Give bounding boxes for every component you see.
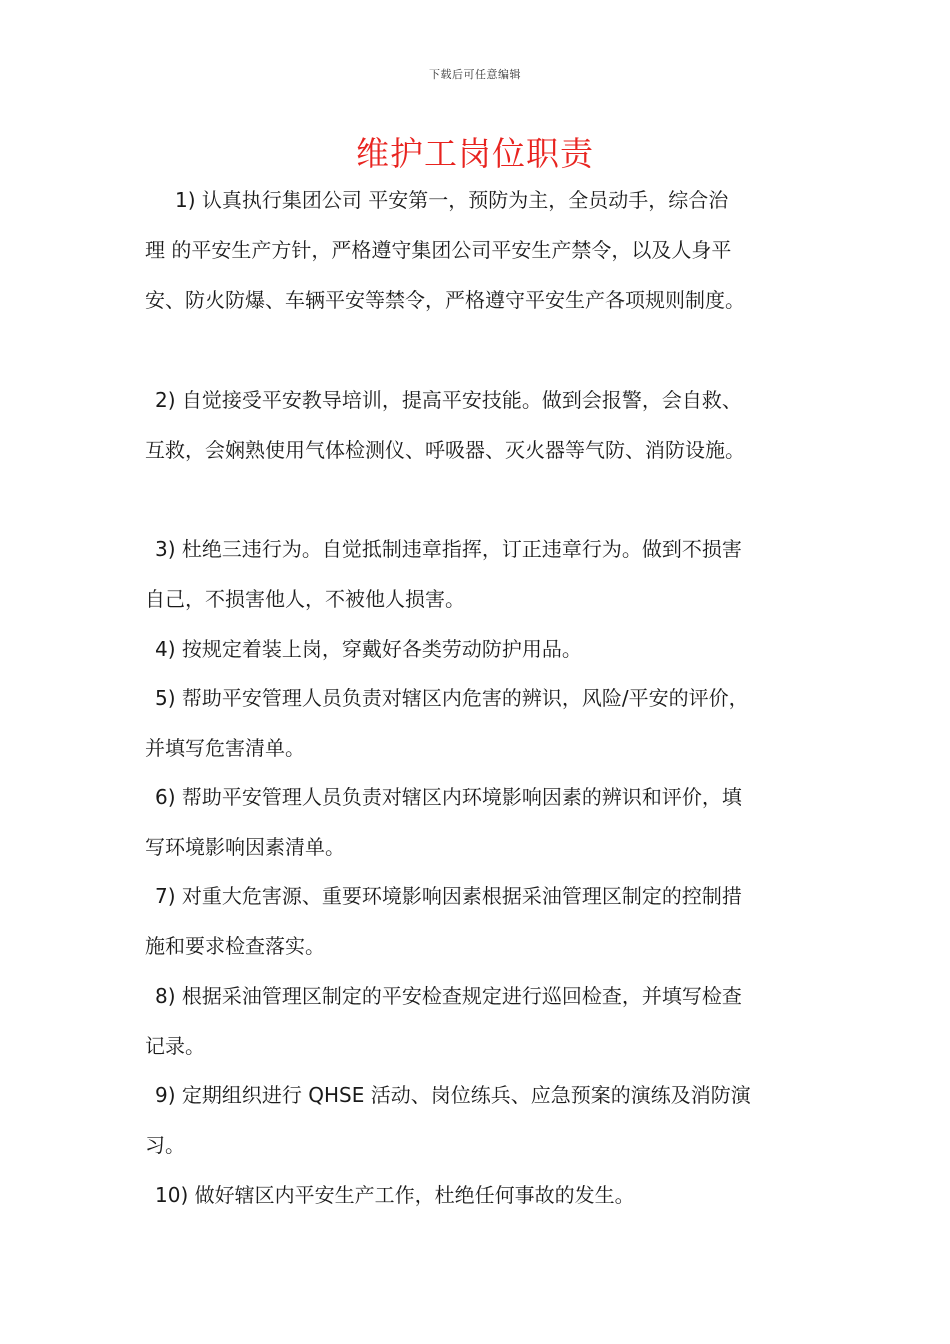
item-line: 施和要求检查落实。 — [145, 934, 325, 958]
item-line: 3) 杜绝三违行为。自觉抵制违章指挥，订正违章行为。做到不损害 — [155, 537, 742, 561]
list-item — [145, 375, 825, 475]
item-line: 10) 做好辖区内平安生产工作，杜绝任何事故的发生。 — [155, 1183, 635, 1207]
item-line: 8) 根据采油管理区制定的平安检查规定进行巡回检查，并填写检查 — [155, 984, 742, 1008]
list-item — [145, 175, 825, 325]
item-line: 2) 自觉接受平安教导培训，提高平安技能。做到会报警，会自救、 — [155, 388, 742, 412]
list-item — [145, 673, 825, 773]
item-line: 写环境影响因素清单。 — [145, 835, 345, 859]
item-line: 自己，不损害他人，不被他人损害。 — [145, 587, 465, 611]
item-line: 并填写危害清单。 — [145, 736, 305, 760]
list-item — [145, 1070, 825, 1170]
item-line: 习。 — [145, 1133, 185, 1157]
item-line: 6) 帮助平安管理人员负责对辖区内环境影响因素的辨识和评价，填 — [155, 785, 742, 809]
item-line: 互救，会娴熟使用气体检测仪、呼吸器、灭火器等气防、消防设施。 — [145, 438, 745, 462]
item-line: 理 的平安生产方针，严格遵守集团公司平安生产禁令，以及人身平 — [145, 238, 732, 262]
list-item — [145, 772, 825, 872]
list-item — [145, 1170, 825, 1220]
list-item — [145, 624, 825, 674]
document-title: 维护工岗位职责 — [356, 134, 594, 173]
item-line: 安、防火防爆、车辆平安等禁令，严格遵守平安生产各项规则制度。 — [145, 288, 745, 312]
list-item — [145, 871, 825, 971]
item-line: 4) 按规定着装上岗，穿戴好各类劳动防护用品。 — [155, 637, 582, 661]
item-line: 5) 帮助平安管理人员负责对辖区内危害的辨识，风险/平安的评价， — [155, 686, 749, 710]
list-item — [145, 971, 825, 1071]
item-line: 1) 认真执行集团公司 平安第一，预防为主，全员动手，综合治 — [175, 188, 729, 212]
header-note: 下载后可任意编辑 — [429, 68, 521, 81]
list-item — [145, 524, 825, 624]
item-line: 7) 对重大危害源、重要环境影响因素根据采油管理区制定的控制措 — [155, 884, 742, 908]
item-line: 9) 定期组织进行 QHSE 活动、岗位练兵、应急预案的演练及消防演 — [155, 1083, 751, 1107]
item-line: 记录。 — [145, 1034, 205, 1058]
